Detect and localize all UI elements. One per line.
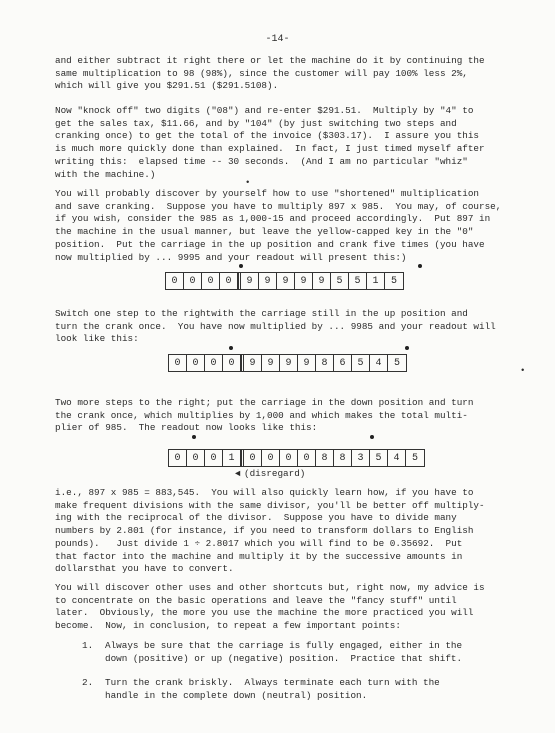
register-1-right-digit: 5 bbox=[349, 273, 367, 289]
register-2-left-digit: 0 bbox=[223, 355, 241, 371]
register-1-right-digit: 9 bbox=[277, 273, 295, 289]
register-readout-3 bbox=[168, 449, 425, 467]
paragraph-6: i.e., 897 x 985 = 883,545. You will also quickly learn how, if you have to make frequent divisions with the same divisor, you'll be better off multiply- ing with the reciprocal of the divisor. Suppose you have to divide many numbers by 2.801 (for instance, if you need to transform dollars to English pounds). Just divide 1 ÷ 2.8017 which you will find to be 0.35692. Put that factor into the machine and multiply it by the successive amounts in dollarsthat you have to convert. bbox=[55, 487, 485, 575]
register-1-right-digit: 1 bbox=[367, 273, 385, 289]
register-2-right-digit: 9 bbox=[262, 355, 280, 371]
stray-mark-2: • bbox=[520, 366, 526, 376]
register-1-left-digit: 0 bbox=[184, 273, 202, 289]
paragraph-5: Two more steps to the right; put the carriage in the down position and turn the crank once, which multiplies by 1,000 and which makes the total multi- plier of 985. The readout now looks like this: bbox=[55, 397, 474, 434]
paragraph-2: Now "knock off" two digits ("08") and re-enter $291.51. Multiply by "4" to get the sales tax, $11.66, and by "104" (by just switching two steps and cranking once) to get the total of the invoice ($303.17). I assure you this is much more quickly done than explained. In fact, I just timed myself after writing this: elapsed time -- 30 seconds. (And I am no particular "whiz" with the machine.) bbox=[55, 105, 485, 180]
register-1-right-digit: 5 bbox=[331, 273, 349, 289]
register-3-right-digit: 8 bbox=[334, 450, 352, 466]
register-3-right-digit: 4 bbox=[388, 450, 406, 466]
register-2-right-digit: 5 bbox=[352, 355, 370, 371]
register-1-left-digit: 0 bbox=[220, 273, 238, 289]
paragraph-1: and either subtract it right there or let the machine do it by continuing the same multiplication to 98 (98%), since the customer will pay 100% less 2%, which will give you $291.51 ($291.5108). bbox=[55, 55, 485, 92]
register-2-marker-left bbox=[229, 346, 233, 350]
register-readout-1 bbox=[165, 272, 404, 290]
register-3-left-digit: 0 bbox=[169, 450, 187, 466]
register-3-right-digit: 0 bbox=[262, 450, 280, 466]
register-3-right-digit: 0 bbox=[280, 450, 298, 466]
register-2-left-digit: 0 bbox=[205, 355, 223, 371]
register-3-marker-right bbox=[370, 435, 374, 439]
register-3-left-digit: 0 bbox=[205, 450, 223, 466]
register-3-left-digit: 0 bbox=[187, 450, 205, 466]
register-3-left-digit: 1 bbox=[223, 450, 241, 466]
register-readout-2 bbox=[168, 354, 407, 372]
register-2-right-digit: 4 bbox=[370, 355, 388, 371]
register-1-right-digit: 9 bbox=[259, 273, 277, 289]
register-1-right-digit: 5 bbox=[390, 275, 397, 287]
paragraph-3: You will probably discover by yourself how to use "shortened" multiplication and save cranking. Suppose you have to multiply 897 x 985. You may, of course, if you wish, consider the 985 as 1,000-15 and proceed accordingly. Put 897 in the machine in the usual manner, but leave the yellow-capped key in the "0" position. Put the carriage in the up position and crank five times (you have now multiplied by ... 9995 and your readout will present this:) bbox=[55, 188, 502, 263]
arrow-icon: ◄ bbox=[235, 469, 241, 479]
list-item-1: Always be sure that the carriage is fully engaged, either in the down (positive) or up (negative) position. Practice that shift. bbox=[105, 640, 463, 664]
register-3-right-digit: 0 bbox=[298, 450, 316, 466]
register-2-left-digit: 0 bbox=[187, 355, 205, 371]
register-2-marker-right bbox=[405, 346, 409, 350]
register-2-right-digit: 9 bbox=[298, 355, 316, 371]
register-3-right-digit: 3 bbox=[352, 450, 370, 466]
register-3-marker-left bbox=[192, 435, 196, 439]
register-1-marker-right bbox=[418, 264, 422, 268]
paragraph-7: You will discover other uses and other shortcuts but, right now, my advice is to concentrate on the basic operations and leave the "fancy stuff" until later. Obviously, the more you use the machine the more practiced you will become. Now, in conclusion, to repeat a few important points: bbox=[55, 582, 485, 632]
list-number-2: 2. bbox=[82, 677, 94, 688]
register-1-right-digit: 9 bbox=[241, 273, 259, 289]
register-1-left-digit: 0 bbox=[202, 273, 220, 289]
register-2-right-digit: 8 bbox=[316, 355, 334, 371]
register-1-right-digit: 9 bbox=[295, 273, 313, 289]
register-3-right-digit: 5 bbox=[370, 450, 388, 466]
register-3-right-digit: 0 bbox=[244, 450, 262, 466]
paragraph-4: Switch one step to the rightwith the carriage still in the up position and turn the crank once. You have now multiplied by ... 9985 and your readout will look like this: bbox=[55, 308, 496, 345]
stray-mark: • bbox=[245, 178, 251, 188]
disregard-label: (disregard) bbox=[244, 468, 306, 479]
page-number: -14- bbox=[265, 34, 290, 45]
register-2-left-digit: 0 bbox=[169, 355, 187, 371]
register-3-right-digit: 8 bbox=[316, 450, 334, 466]
register-2-right-digit: 9 bbox=[280, 355, 298, 371]
register-3-right-digit: 5 bbox=[411, 452, 418, 464]
register-1-right-digit: 9 bbox=[313, 273, 331, 289]
register-2-right-digit: 6 bbox=[334, 355, 352, 371]
register-2-right-digit: 5 bbox=[393, 357, 400, 369]
register-1-marker-left bbox=[239, 264, 243, 268]
register-2-right-digit: 9 bbox=[244, 355, 262, 371]
list-number-1: 1. bbox=[82, 640, 94, 651]
list-item-2: Turn the crank briskly. Always terminate each turn with the handle in the complete down (neutral) position. bbox=[105, 677, 440, 701]
register-1-left-digit: 0 bbox=[166, 273, 184, 289]
